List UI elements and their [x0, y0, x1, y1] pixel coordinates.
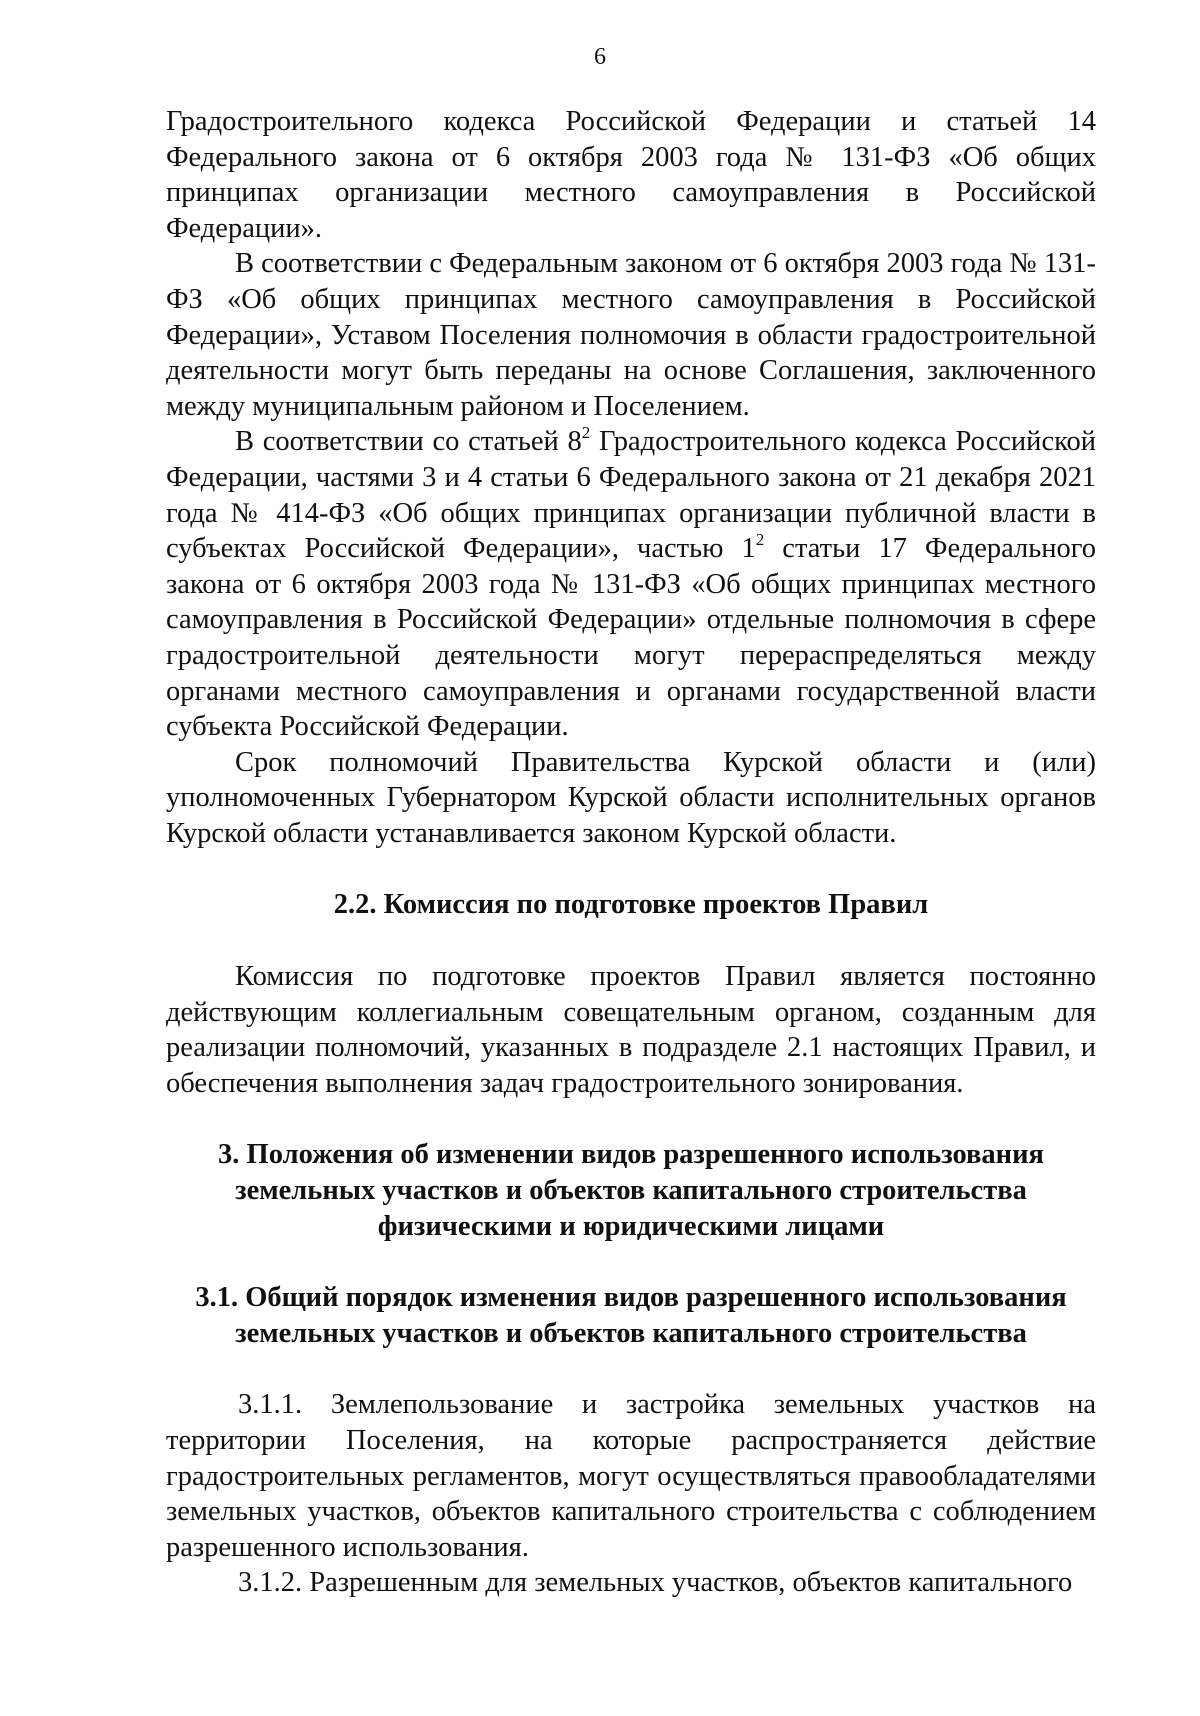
- heading-line: земельных участков и объектов капитального строительства: [235, 1175, 1027, 1207]
- paragraph-3-1-2: 3.1.2. Разрешенным для земельных участков, объектов капитального: [238, 1567, 1073, 1599]
- heading-line: физическими и юридическими лицами: [377, 1210, 885, 1242]
- paragraph-text: Градостроительного кодекса Российской Федерации, частями 3 и 4 статьи 6 Федерального закона от 21 декабря 2021 года № 414-ФЗ «Об общих принципах организации публичной власти в субъектах Российской Федерации», частью 1: [166, 426, 1096, 565]
- superscript: 2: [581, 423, 591, 443]
- heading-line: 3. Положения об изменении видов разрешенного использования: [218, 1139, 1044, 1171]
- paragraph-federal-law-transfer: В соответствии с Федеральным законом от 6 октября 2003 года № 131-ФЗ «Об общих принципах местного самоуправления в Российской Федерации», Уставом Поселения полномочия в области градостроительной деятельности могут быть переданы на основе Соглашения, заключенного между муниципальным районом и Поселением.: [166, 248, 1096, 422]
- paragraph-text: В соответствии со статьей 8: [235, 426, 582, 458]
- paragraph-redistribution: [166, 424, 1096, 744]
- paragraph-3-1-1: 3.1.1. Землепользование и застройка земельных участков на территории Поселения, на которые распространяется действие градостроительных регламентов, могут осуществляться правообладателями земельных участков, объектов капитального строительства с соблюдением разрешенного использования.: [166, 1389, 1096, 1563]
- superscript: 2: [755, 530, 765, 550]
- heading-line: 3.1. Общий порядок изменения видов разрешенного использования: [195, 1282, 1067, 1314]
- section-heading-2-2: 2.2. Комиссия по подготовке проектов Правил: [333, 889, 929, 921]
- paragraph-commission: Комиссия по подготовке проектов Правил является постоянно действующим коллегиальным совещательным органом, созданным для реализации полномочий, указанных в подразделе 2.1 настоящих Правил, и обеспечения выполнения задач градостроительного зонирования.: [166, 961, 1096, 1099]
- section-heading-3: [166, 1137, 1096, 1244]
- paragraph-continuation: Градостроительного кодекса Российской Федерации и статьей 14 Федерального закона от 6 октября 2003 года № 131-ФЗ «Об общих принципах организации местного самоуправления в Российской Федерации».: [166, 106, 1096, 244]
- page-number: 6: [594, 44, 606, 70]
- paragraph-text: статьи 17 Федерального закона от 6 октября 2003 года № 131-ФЗ «Об общих принципах местного самоуправления в Российской Федерации» отдельные полномочия в сфере градостроительной деятельности могут перераспределяться между органами местного самоуправления и органами государственной власти субъекта Российской Федерации.: [166, 533, 1096, 743]
- paragraph-term-of-powers: Срок полномочий Правительства Курской области и (или) уполномоченных Губернатором Курской области исполнительных органов Курской области устанавливается законом Курской области.: [166, 746, 1096, 849]
- heading-line: земельных участков и объектов капитального строительства: [235, 1317, 1027, 1349]
- section-heading-3-1: [166, 1280, 1096, 1351]
- document-body: [166, 104, 1096, 1601]
